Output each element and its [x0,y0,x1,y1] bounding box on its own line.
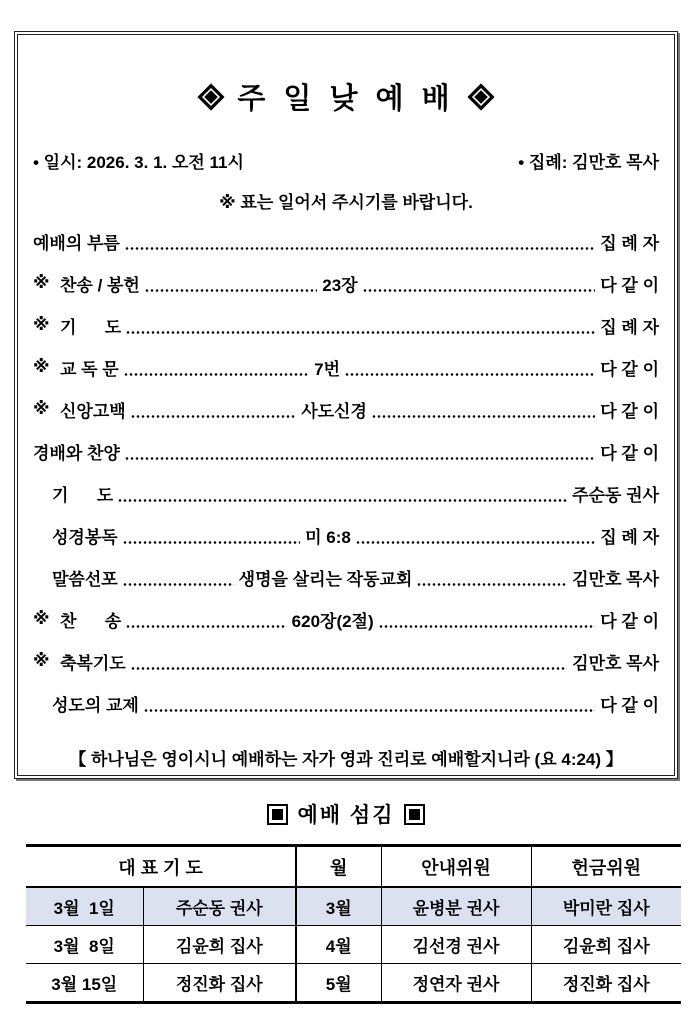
stand-marker: ※ [33,357,50,376]
order-item-person: 다 같 이 [600,443,659,463]
cell-offering-person: 정진화 집사 [562,975,650,994]
order-of-worship-row [33,430,659,472]
dot-leader [363,288,596,293]
page-title [33,76,659,117]
table-row [26,926,681,964]
diamond-icon [198,83,225,110]
dot-leader [131,666,567,671]
cell-date: 3월 1일 [26,887,143,926]
order-of-worship-row [33,346,659,388]
diamond-icon [467,83,494,110]
service-assignment-section [0,799,692,1004]
order-item-label: 말씀선포 [52,569,118,589]
scripture-verse: 【 하나님은 영이시니 예배하는 자가 영과 진리로 예배할지니라 (요 4:24) 】 [69,750,623,769]
dot-leader [131,414,296,419]
dot-leader [356,540,595,545]
order-item-label: 성도의 교제 [52,695,139,715]
order-of-worship-row [33,682,659,724]
page-title-text: 주 일 낮 예 배 [237,83,455,115]
header-month: 월 [296,846,381,888]
order-item-person: 김만호 목사 [572,569,659,589]
order-item-person: 다 같 이 [600,695,659,715]
order-of-worship-row [33,388,659,430]
stand-marker: ※ [33,609,50,628]
dot-leader [125,246,595,251]
cell-prayer-person: 주순동 권사 [143,887,296,926]
order-item-label: 축복기도 [60,653,126,673]
order-item-label: 기 도 [60,317,122,337]
cell-offering-person: 박미란 집사 [531,887,681,926]
dot-leader [145,288,317,293]
dot-leader [379,624,596,629]
order-of-worship-row [33,640,659,682]
order-item-person: 다 같 이 [600,611,659,631]
table-row [26,887,681,926]
table-row [26,964,681,1003]
order-item-detail: 사도신경 [301,401,367,421]
cell-usher-person: 윤병분 권사 [381,887,531,926]
dot-leader [118,498,567,503]
cell-month: 3월 [296,887,381,926]
service-assignment-table [26,844,681,1004]
dot-leader [126,624,286,629]
section-title [0,799,692,829]
stand-marker: ※ [33,399,50,418]
stand-marker: ※ [33,651,50,670]
service-info-row [33,148,659,173]
worship-order-box [14,31,678,779]
order-item-person: 다 같 이 [600,359,659,379]
service-officiant: • 집례: 김만호 목사 [518,153,659,172]
order-item-label: 신앙고백 [60,401,126,421]
order-item-person: 주순동 권사 [572,485,659,505]
order-item-detail: 7번 [314,359,340,379]
order-of-worship-row [33,220,659,262]
order-item-label: 예배의 부름 [33,233,120,253]
dot-leader [123,582,234,587]
cell-month: 4월 [296,926,381,964]
order-item-detail: 23장 [322,275,358,295]
dot-leader [144,708,595,713]
cell-date: 3월 8일 [26,926,143,964]
order-item-label: 경배와 찬양 [33,443,120,463]
square-icon [267,804,288,825]
order-item-person: 집 례 자 [600,527,659,547]
cell-prayer-person: 정진화 집사 [143,964,296,1003]
dot-leader [125,456,595,461]
order-item-label: 교 독 문 [60,359,119,379]
header-offering: 헌금위원 [531,846,681,888]
order-of-worship-row [33,262,659,304]
order-item-person: 집 례 자 [600,317,659,337]
order-item-person: 집 례 자 [600,233,659,253]
order-item-person: 다 같 이 [600,275,659,295]
stand-marker: ※ [33,315,50,334]
order-of-worship-row [33,598,659,640]
order-of-worship-row [33,514,659,556]
order-item-detail: 620장(2절) [291,611,374,631]
dot-leader [417,582,567,587]
cell-date: 3월 15일 [26,964,143,1003]
dot-leader [345,372,595,377]
dot-leader [126,330,595,335]
cell-usher-person: 정연자 권사 [381,964,531,1003]
order-item-person: 김만호 목사 [572,653,659,673]
dot-leader [372,414,595,419]
cell-month: 5월 [296,964,381,1003]
stand-marker: ※ [33,273,50,292]
order-of-worship-row [33,472,659,514]
order-item-detail: 생명을 살리는 작동교회 [238,569,413,589]
order-of-worship-list [33,220,659,724]
dot-leader [124,372,309,377]
table-header-row [26,846,681,888]
header-usher: 안내위원 [381,846,531,888]
header-representative-prayer: 대 표 기 도 [26,846,296,888]
order-of-worship-row [33,556,659,598]
order-item-label: 기 도 [52,485,114,505]
order-of-worship-row [33,304,659,346]
cell-prayer-person: 김윤희 집사 [143,926,296,964]
section-title-text: 예배 섬김 [297,804,395,827]
service-table-body [26,887,681,1003]
order-item-label: 찬송 / 봉헌 [60,275,140,295]
dot-leader [123,540,300,545]
order-item-label: 찬 송 [60,611,122,631]
cell-usher-person: 김선경 권사 [381,926,531,964]
order-item-label: 성경봉독 [52,527,118,547]
square-icon [404,804,425,825]
service-datetime: • 일시: 2026. 3. 1. 오전 11시 [33,153,244,172]
order-item-person: 다 같 이 [600,401,659,421]
stand-note: ※ 표는 일어서 주시기를 바랍니다. [219,193,473,212]
order-item-detail: 미 6:8 [305,527,351,547]
cell-offering-person: 김윤희 집사 [531,926,681,964]
